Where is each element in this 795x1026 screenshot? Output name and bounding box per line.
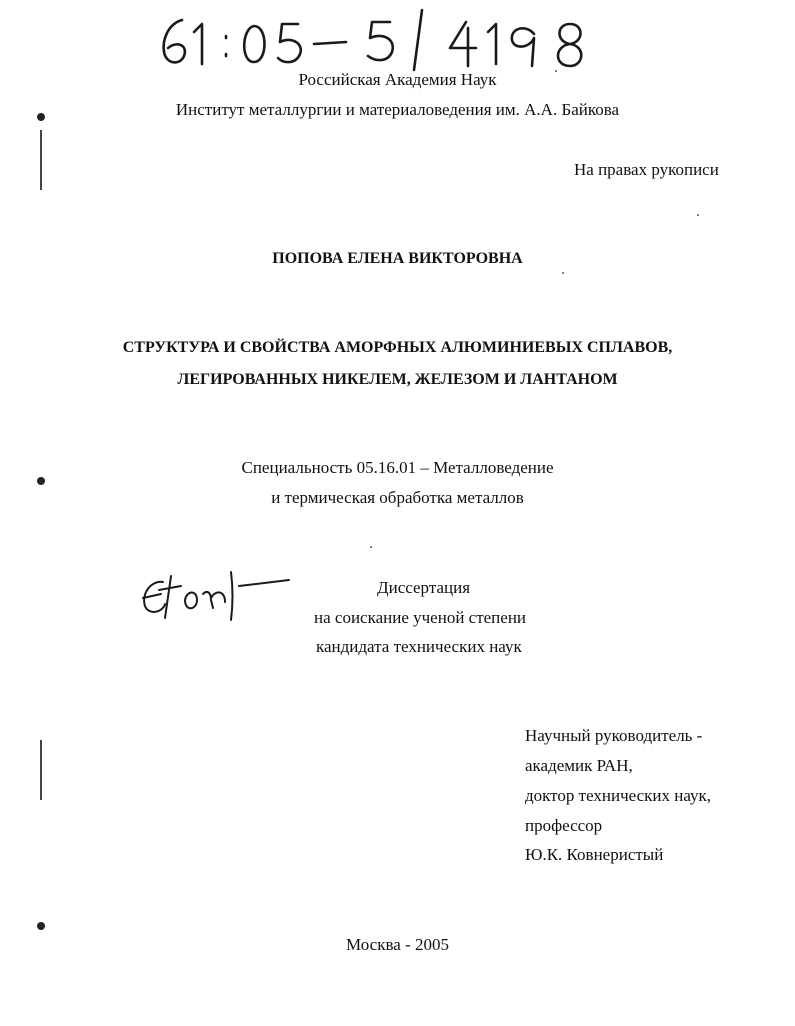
scan-speck [370, 546, 372, 548]
handwritten-catalog-code [150, 6, 620, 72]
organization-name: Российская Академия Наук [298, 70, 497, 89]
specialty-line: Специальность 05.16.01 – Металловедение [241, 458, 554, 477]
supervisor-line: академик РАН, [525, 756, 633, 775]
scan-speck [562, 272, 564, 274]
rights-note: На правах рукописи [574, 160, 719, 179]
dissertation-title-line: СТРУКТУРА И СВОЙСТВА АМОРФНЫХ АЛЮМИНИЕВЫХ СПЛАВОВ, [122, 339, 673, 356]
degree-line: на соискание ученой степени [314, 608, 527, 627]
supervisor-line: Научный руководитель - [525, 726, 703, 745]
scan-speck [697, 214, 699, 216]
supervisor-line: доктор технических наук, [525, 786, 712, 805]
author-name: ПОПОВА ЕЛЕНА ВИКТОРОВНА [272, 250, 523, 267]
binding-hole-mark [36, 921, 46, 931]
handwritten-signature [135, 560, 295, 630]
specialty-line: и термическая обработка металлов [271, 488, 524, 507]
institute-name: Институт металлургии и материаловедения им. А.А. Байкова [175, 100, 620, 119]
margin-rule [40, 740, 42, 800]
dissertation-title-line: ЛЕГИРОВАННЫХ НИКЕЛЕМ, ЖЕЛЕЗОМ И ЛАНТАНОМ [177, 371, 618, 388]
degree-line: кандидата технических наук [316, 637, 522, 656]
supervisor-line: профессор [525, 816, 603, 835]
place-and-year: Москва - 2005 [346, 935, 449, 954]
supervisor-name: Ю.К. Ковнеристый [525, 845, 664, 864]
dissertation-label: Диссертация [377, 578, 471, 597]
margin-rule [40, 130, 42, 190]
